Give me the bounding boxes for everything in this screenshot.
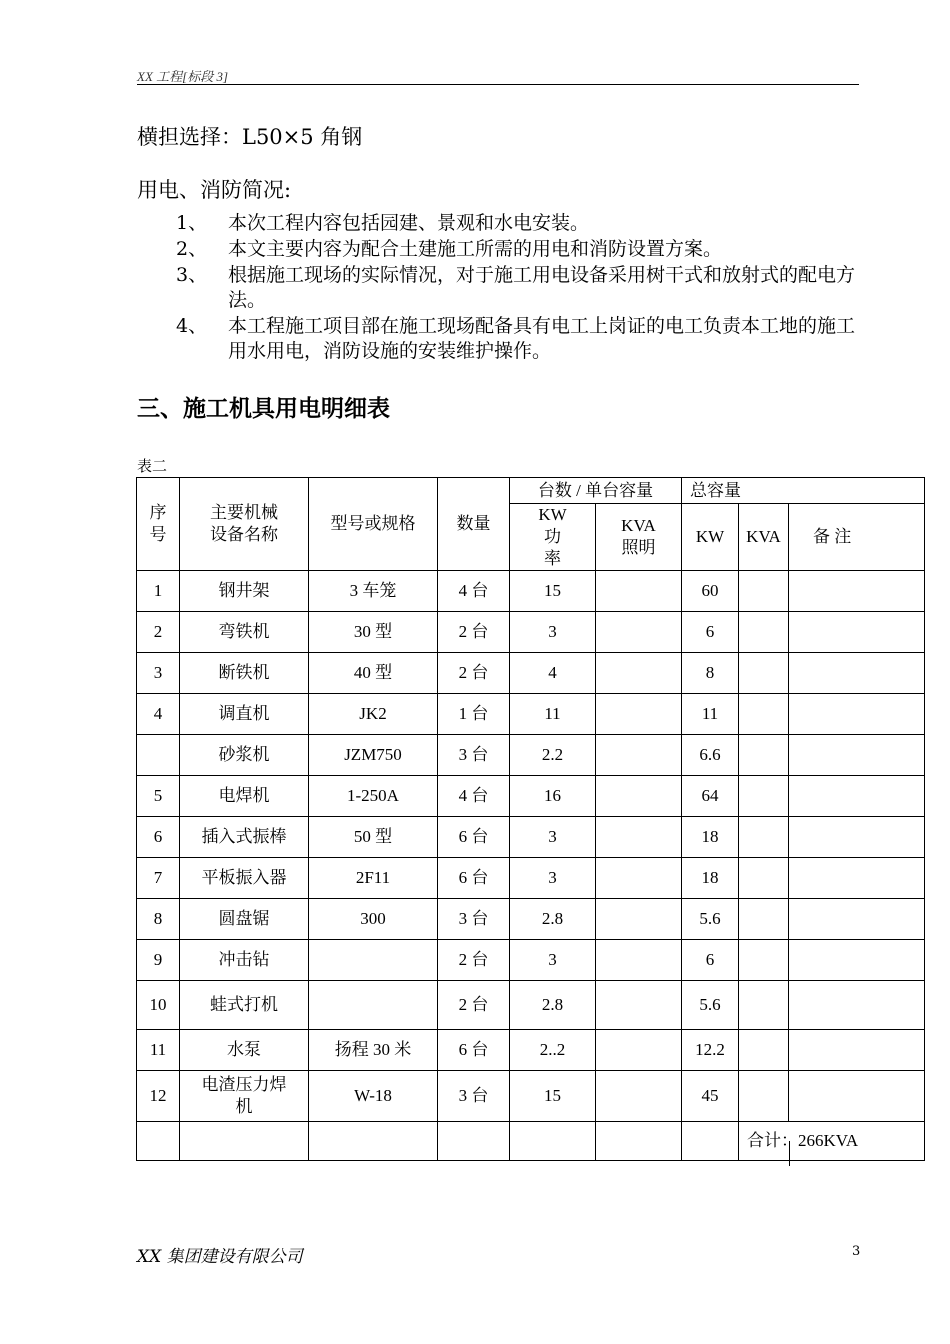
header-rule — [137, 84, 859, 85]
header-seq: 序号 — [137, 478, 180, 571]
footer-company: XX 集团建设有限公司 — [137, 1247, 303, 1267]
header-kw-power: KW功率 — [510, 504, 596, 571]
list-item: 4、 本工程施工项目部在施工现场配备具有电工上岗证的电工负责本工地的施工用水用电，消防设施的安装维护操作。 — [176, 315, 856, 362]
crossarm-selection: 横担选择：L50×5 角钢 — [137, 125, 363, 149]
header-kva-lighting: KVA照明 — [596, 504, 682, 571]
header-remark: 备 注 — [789, 504, 925, 571]
table-row: 8 圆盘锯 300 3 台 2.8 5.6 — [137, 899, 925, 940]
list-item: 1、 本次工程内容包括园建、景观和水电安装。 — [176, 212, 590, 234]
list-item: 3、 根据施工现场的实际情况，对于施工用电设备采用树干式和放射式的配电方法。 — [176, 264, 856, 311]
header-unit-capacity: 台数 / 单台容量 — [510, 478, 682, 504]
header-model: 型号或规格 — [309, 478, 438, 571]
total-value: 合计：266KVA — [739, 1122, 925, 1161]
table-row: 5 电焊机 1-250A 4 台 16 64 — [137, 776, 925, 817]
table-row: 9 冲击钻 2 台 3 6 — [137, 940, 925, 981]
table-row: 3 断铁机 40 型 2 台 4 8 — [137, 653, 925, 694]
table-row: 12 电渣压力焊机 W-18 3 台 15 45 — [137, 1071, 925, 1122]
table-row: 6 插入式振棒 50 型 6 台 3 18 — [137, 817, 925, 858]
overview-heading: 用电、消防简况: — [137, 178, 292, 202]
equipment-table — [136, 477, 925, 1161]
list-item: 2、 本文主要内容为配合土建施工所需的用电和消防设置方案。 — [176, 238, 723, 260]
overview-list — [176, 211, 866, 365]
table-row: 2 弯铁机 30 型 2 台 3 6 — [137, 612, 925, 653]
section-title: 三、施工机具用电明细表 — [137, 396, 390, 422]
header-total-capacity: 总容量 — [682, 478, 925, 504]
page-number: 3 — [852, 1244, 861, 1259]
table-row: 砂浆机 JZM750 3 台 2.2 6.6 — [137, 735, 925, 776]
header-kw: KW — [682, 504, 739, 571]
table-row: 11 水泵 扬程 30 米 6 台 2..2 12.2 — [137, 1030, 925, 1071]
table-row: 10 蛙式打机 2 台 2.8 5.6 — [137, 981, 925, 1030]
header-kva: KVA — [739, 504, 789, 571]
table-row: 4 调直机 JK2 1 台 11 11 — [137, 694, 925, 735]
header-name: 主要机械设备名称 — [180, 478, 309, 571]
table-rule-line — [789, 1141, 790, 1166]
table-row: 7 平板振入器 2F11 6 台 3 18 — [137, 858, 925, 899]
total-row — [137, 1122, 925, 1161]
page-header: XX 工程[标段 3] — [137, 69, 229, 84]
table-row: 1 钢井架 3 车笼 4 台 15 60 — [137, 571, 925, 612]
table-caption: 表二 — [137, 457, 168, 475]
header-qty: 数量 — [438, 478, 510, 571]
